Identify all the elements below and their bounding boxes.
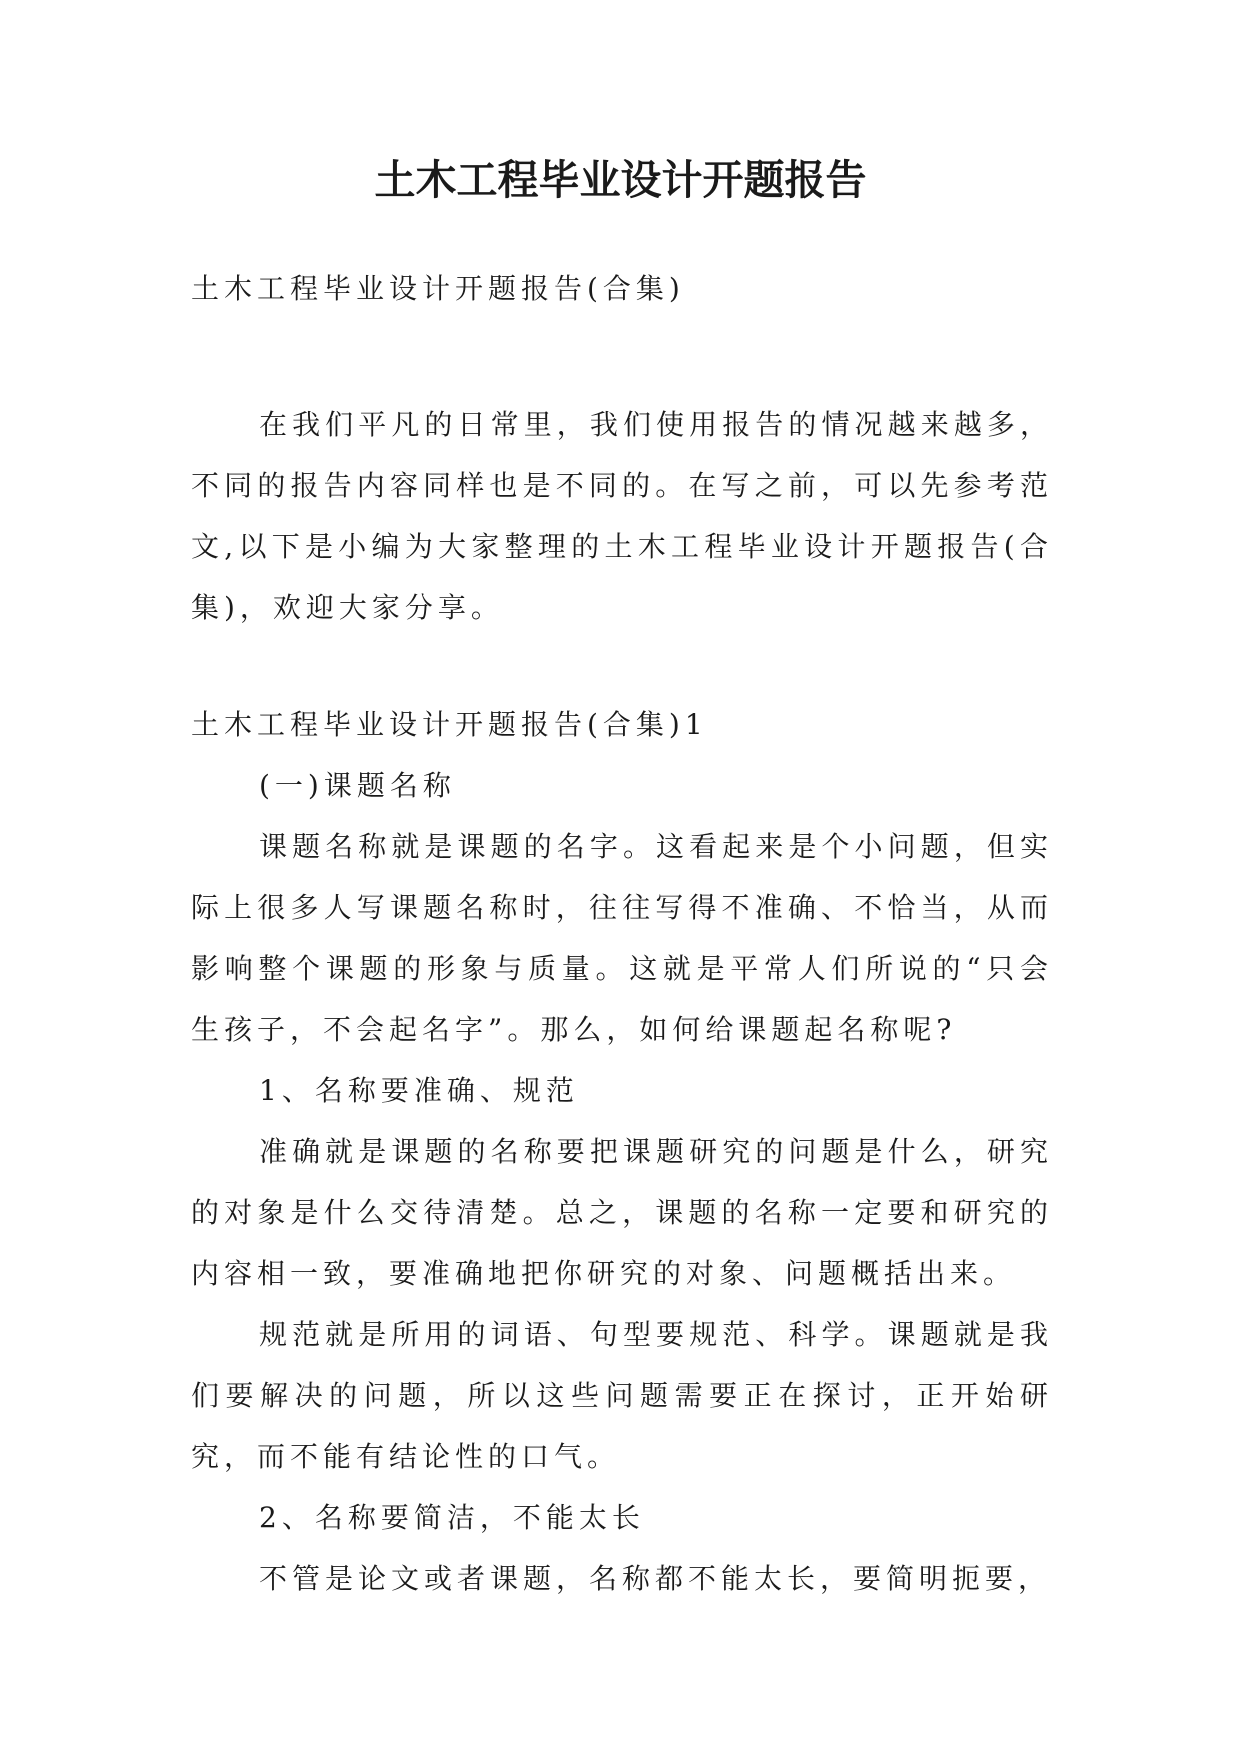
- item-heading-topic-name: (一)课题名称: [259, 769, 456, 802]
- document-title: 土木工程毕业设计开题报告: [374, 156, 867, 204]
- point-heading-concise: 2、名称要简洁，不能太长: [259, 1501, 645, 1534]
- paragraph-accurate: 准确就是课题的名称要把课题研究的问题是什么，研究的对象是什么交待清楚。总之，课题的名称一定要和研究的内容相一致，要准确地把你研究的对象、问题概括出来。: [191, 1135, 1053, 1290]
- paragraph-concise: 不管是论文或者课题，名称都不能太长，要简明扼要，: [259, 1562, 1052, 1595]
- paragraph-topic-name: 课题名称就是课题的名字。这看起来是个小问题，但实际上很多人写课题名称时，往往写得不准确、不恰当，从而影响整个课题的形象与质量。这就是平常人们所说的“只会生孩子，不会起名字”。那么，如何给课题起名称呢?: [191, 830, 1053, 1046]
- paragraph-standard: 规范就是所用的词语、句型要规范、科学。课题就是我们要解决的问题，所以这些问题需要正在探讨，正开始研究，而不能有结论性的口气。: [191, 1318, 1053, 1473]
- intro-paragraph: 在我们平凡的日常里，我们使用报告的情况越来越多，不同的报告内容同样也是不同的。在写之前，可以先参考范文,以下是小编为大家整理的土木工程毕业设计开题报告(合集)，欢迎大家分享。: [191, 408, 1053, 624]
- section-heading: 土木工程毕业设计开题报告(合集)1: [191, 708, 708, 741]
- point-heading-accurate: 1、名称要准确、规范: [259, 1074, 579, 1107]
- document-subtitle: 土木工程毕业设计开题报告(合集): [191, 272, 685, 305]
